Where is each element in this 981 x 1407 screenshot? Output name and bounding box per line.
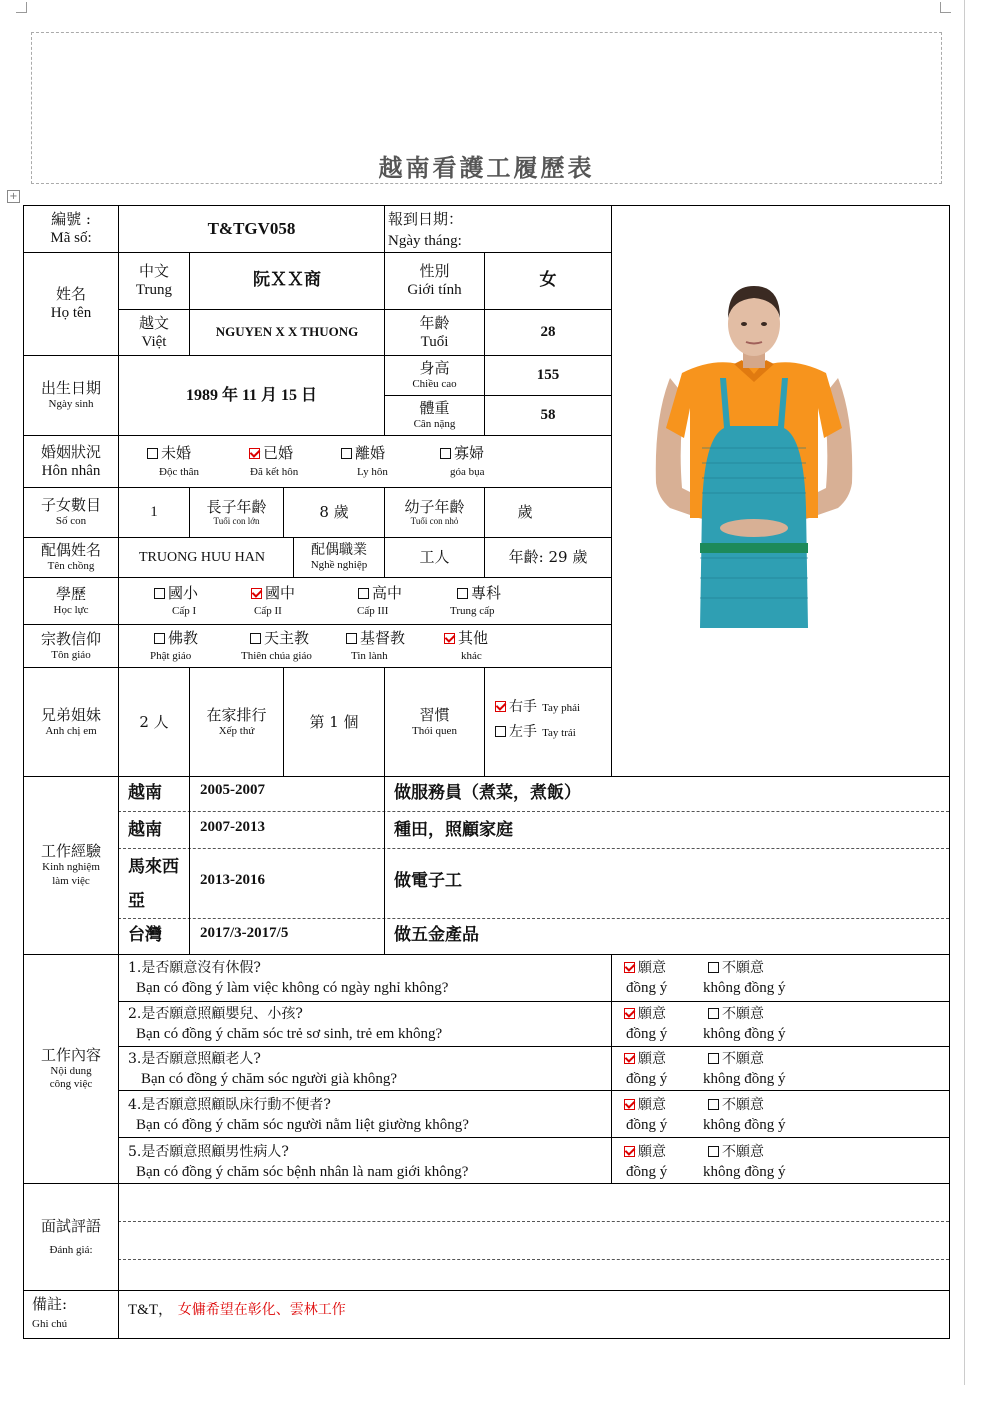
habit-label-cn: 習慣 [419, 705, 450, 724]
habit-left-hand[interactable]: 左手 Tay trái [495, 721, 576, 741]
education-option-college[interactable]: 專科 [457, 582, 501, 603]
checked-checkbox-icon[interactable] [251, 588, 262, 599]
spouse-name-value: TRUONG HUU HAN [139, 549, 265, 565]
name-cn-label-vn: Trung [135, 282, 173, 298]
question-cn: 4.是否願意照顧臥床行動不便者? [128, 1097, 331, 1113]
age-value: 28 [540, 324, 556, 341]
marital-label-vn: Hôn nhân [41, 462, 101, 479]
marital-option-divorced-vn: Ly hôn [357, 466, 388, 478]
education-option-primary[interactable]: 國小 [154, 582, 198, 603]
name-label-cn: 姓名 [55, 285, 86, 304]
name-vn-value: NGUYEN X X THUONG [215, 324, 359, 340]
religion-option-christian-vn: Tin lành [351, 650, 388, 662]
checkbox-icon[interactable] [250, 633, 261, 644]
checked-checkbox-icon[interactable] [495, 701, 506, 712]
page-corner-mark [940, 2, 951, 13]
answer-no-vn: không đồng ý [703, 980, 786, 996]
experience-row-job: 做服務員（煮菜，煮飯） [394, 783, 581, 803]
experience-label-vn1: Kinh nghiệm [42, 861, 100, 874]
education-option-junior-vn: Cấp II [254, 605, 282, 617]
marital-option-single-vn: Độc thân [159, 466, 200, 478]
checked-checkbox-icon[interactable] [444, 633, 455, 644]
work-label-cn: 工作內容 [40, 1045, 101, 1064]
experience-label-vn2: làm việc [52, 874, 90, 887]
marital-option-widow-vn: góa bụa [450, 466, 485, 478]
question-cn: 2.是否願意照顧嬰兒、小孩? [128, 1006, 303, 1022]
checked-checkbox-icon[interactable] [624, 1146, 635, 1157]
spouse-job-label-cn: 配偶職業 [311, 541, 367, 558]
question-cn: 5.是否願意照顧男性病人? [128, 1144, 289, 1160]
experience-row-country: 馬來西亞 [128, 857, 179, 911]
siblings-value: 2 人 [139, 712, 169, 731]
experience-row-country: 越南 [128, 783, 162, 803]
question-vn: Bạn có đồng ý làm việc không có ngày nghỉ không? [136, 980, 449, 996]
answer-yes[interactable]: 願意 [624, 1048, 666, 1068]
religion-option-other-vn: khác [461, 650, 482, 662]
children-label-cn: 子女數目 [40, 496, 101, 515]
birth-label-vn: Ngày sinh [48, 398, 94, 410]
checkbox-icon[interactable] [358, 588, 369, 599]
remarks-text: 女傭希望在彰化、雲林工作 [177, 1302, 346, 1318]
page-edge [964, 0, 965, 1385]
spouse-job-value: 工人 [419, 548, 450, 567]
age-label-cn: 年齡 [419, 313, 450, 332]
experience-row-period: 2007-2013 [200, 819, 265, 835]
checkbox-icon[interactable] [147, 448, 158, 459]
marital-option-divorced[interactable]: 離婚 [341, 442, 385, 463]
answer-yes[interactable]: 願意 [624, 957, 666, 977]
checkbox-icon[interactable] [495, 726, 506, 737]
answer-no[interactable]: 不願意 [708, 1094, 764, 1114]
gender-value: 女 [539, 270, 557, 291]
table-move-handle[interactable]: + [7, 190, 20, 203]
age-label-vn: Tuổi [420, 333, 449, 350]
answer-yes[interactable]: 願意 [624, 1094, 666, 1114]
religion-option-catholic-vn: Thiên chúa giáo [241, 650, 312, 662]
work-label-vn1: Nội dung [50, 1064, 92, 1077]
header-area [31, 32, 942, 184]
answer-yes-vn: đồng ý [626, 1071, 668, 1087]
experience-row-job: 種田，照顧家庭 [394, 820, 513, 840]
checked-checkbox-icon[interactable] [249, 448, 260, 459]
checkbox-icon[interactable] [708, 1053, 719, 1064]
code-label-cn: 編號 : [51, 210, 91, 229]
answer-yes[interactable]: 願意 [624, 1003, 666, 1023]
religion-label-vn: Tôn giáo [51, 648, 91, 661]
answer-yes-vn: đồng ý [626, 1026, 668, 1042]
experience-row-country: 台灣 [128, 925, 162, 945]
eldest-value: 8 歲 [319, 503, 349, 522]
answer-yes-vn: đồng ý [626, 1117, 668, 1133]
spouse-job-label-vn: Nghề nghiệp [310, 559, 368, 572]
spouse-label-vn: Tên chồng [47, 560, 95, 572]
remarks-label-vn: Ghi chú [32, 1318, 68, 1330]
youngest-label-cn: 幼子年齡 [404, 497, 465, 516]
marital-option-single[interactable]: 未婚 [147, 442, 191, 463]
religion-label-cn: 宗教信仰 [40, 629, 101, 648]
education-option-primary-vn: Cấp I [172, 605, 197, 617]
remarks-label-cn: 備註: [32, 1295, 68, 1313]
religion-option-other[interactable]: 其他 [444, 627, 488, 648]
education-label-vn: Học lực [53, 603, 89, 616]
children-value: 1 [150, 504, 158, 521]
education-option-senior[interactable]: 高中 [358, 582, 402, 603]
youngest-value: 歲 [517, 503, 533, 522]
report-date-label-vn: Ngày tháng: [388, 233, 462, 249]
experience-row-period: 2013-2016 [200, 872, 265, 888]
education-option-senior-vn: Cấp III [357, 605, 389, 617]
birth-label-cn: 出生日期 [40, 379, 101, 398]
rank-label-vn: Xếp thứ [218, 724, 255, 737]
answer-yes[interactable]: 願意 [624, 1141, 666, 1161]
report-date-label-cn: 報到日期： [388, 210, 464, 228]
applicant-photo [642, 278, 866, 628]
marital-label-cn: 婚姻狀況 [40, 442, 101, 461]
answer-no[interactable]: 不願意 [708, 1003, 764, 1023]
checkbox-icon[interactable] [708, 1008, 719, 1019]
question-vn: Bạn có đồng ý chăm sóc người nằm liệt giường không? [136, 1117, 469, 1133]
height-label-vn: Chiều cao [412, 378, 457, 390]
checkbox-icon[interactable] [346, 633, 357, 644]
checkbox-icon[interactable] [708, 1146, 719, 1157]
education-option-college-vn: Trung cấp [450, 605, 495, 617]
education-option-junior[interactable]: 國中 [251, 582, 295, 603]
name-vn-label-vn: Việt [141, 333, 167, 350]
siblings-label-cn: 兄弟姐妹 [40, 705, 101, 724]
experience-row-job: 做五金產品 [394, 925, 479, 945]
marital-option-widow[interactable]: 寡婦 [440, 442, 484, 463]
answer-no-vn: không đồng ý [703, 1117, 786, 1133]
weight-label-cn: 體重 [419, 399, 450, 418]
checked-checkbox-icon[interactable] [624, 1008, 635, 1019]
name-cn-value: 阮ＸＸ商 [253, 270, 321, 291]
siblings-label-vn: Anh chị em [45, 724, 97, 737]
name-cn-label: 中文 [138, 262, 169, 281]
work-label-vn2: công việc [49, 1078, 93, 1091]
name-vn-label: 越文 [138, 313, 169, 332]
checkbox-icon[interactable] [440, 448, 451, 459]
checkbox-icon[interactable] [154, 633, 165, 644]
checkbox-icon[interactable] [457, 588, 468, 599]
religion-option-buddhism-vn: Phật giáo [150, 650, 192, 662]
interview-label-cn: 面試評語 [40, 1216, 101, 1235]
habit-right-hand[interactable]: 右手 Tay phải [495, 696, 580, 716]
question-cn: 3.是否願意照顧老人? [128, 1051, 261, 1067]
question-vn: Bạn có đồng ý chăm sóc bệnh nhân là nam giới không? [136, 1164, 469, 1180]
experience-row-period: 2017/3-2017/5 [200, 925, 289, 941]
checked-checkbox-icon[interactable] [624, 1099, 635, 1110]
checked-checkbox-icon[interactable] [624, 962, 635, 973]
question-cn: 1.是否願意沒有休假? [128, 960, 261, 976]
question-vn: Bạn có đồng ý chăm sóc trẻ sơ sinh, trẻ em không? [136, 1026, 443, 1042]
spouse-age: 年齡: 29 歲 [508, 548, 588, 567]
answer-yes-vn: đồng ý [626, 980, 668, 996]
interview-comments-area[interactable] [119, 1184, 949, 1290]
answer-no[interactable]: 不願意 [708, 1141, 764, 1161]
answer-no-vn: không đồng ý [703, 1026, 786, 1042]
gender-label-cn: 性別 [419, 262, 450, 281]
religion-option-christian[interactable]: 基督教 [346, 627, 405, 648]
weight-value: 58 [540, 407, 556, 424]
habit-label-vn: Thói quen [412, 724, 457, 737]
name-label-vn: Họ tên [50, 305, 92, 321]
birth-value: 1989 年 11 月 15 日 [185, 386, 318, 404]
eldest-label-vn: Tuổi con lớn [213, 516, 260, 527]
answer-no-vn: không đồng ý [703, 1164, 786, 1180]
height-label-cn: 身高 [419, 359, 450, 378]
code-label-vn: Mã số: [50, 230, 92, 246]
youngest-label-vn: Tuổi con nhỏ [410, 516, 459, 527]
answer-no-vn: không đồng ý [703, 1071, 786, 1087]
marital-option-married[interactable]: 已婚 [249, 442, 293, 463]
answer-yes-vn: đồng ý [626, 1164, 668, 1180]
experience-row-country: 越南 [128, 820, 162, 840]
answer-no[interactable]: 不願意 [708, 957, 764, 977]
experience-row-period: 2005-2007 [200, 782, 265, 798]
page-corner-mark [16, 2, 27, 13]
question-vn: Bạn có đồng ý chăm sóc người già không? [141, 1071, 398, 1087]
remarks-prefix: T&T， [128, 1302, 173, 1318]
education-label-cn: 學歷 [55, 584, 86, 603]
religion-option-catholic[interactable]: 天主教 [250, 627, 309, 648]
page-title: 越南看護工履歷表 [378, 153, 595, 182]
answer-no[interactable]: 不願意 [708, 1048, 764, 1068]
rank-label-cn: 在家排行 [206, 705, 267, 724]
children-label-vn: Số con [55, 515, 87, 527]
code-value: T&TGV058 [207, 219, 296, 239]
checkbox-icon[interactable] [708, 1099, 719, 1110]
experience-label-cn: 工作經驗 [40, 842, 101, 861]
checkbox-icon[interactable] [708, 962, 719, 973]
checked-checkbox-icon[interactable] [624, 1053, 635, 1064]
checkbox-icon[interactable] [154, 588, 165, 599]
rank-value: 第 1 個 [309, 712, 359, 731]
eldest-label-cn: 長子年齡 [206, 497, 267, 516]
religion-option-buddhism[interactable]: 佛教 [154, 627, 198, 648]
marital-option-married-vn: Đã kết hôn [250, 466, 299, 478]
spouse-label-cn: 配偶姓名 [40, 541, 101, 560]
height-value: 155 [536, 367, 560, 384]
checkbox-icon[interactable] [341, 448, 352, 459]
gender-label-vn: Giới tính [407, 282, 462, 298]
weight-label-vn: Cân nặng [413, 418, 456, 430]
interview-label-vn: Đánh giá: [49, 1243, 93, 1256]
experience-row-job: 做電子工 [394, 871, 462, 891]
